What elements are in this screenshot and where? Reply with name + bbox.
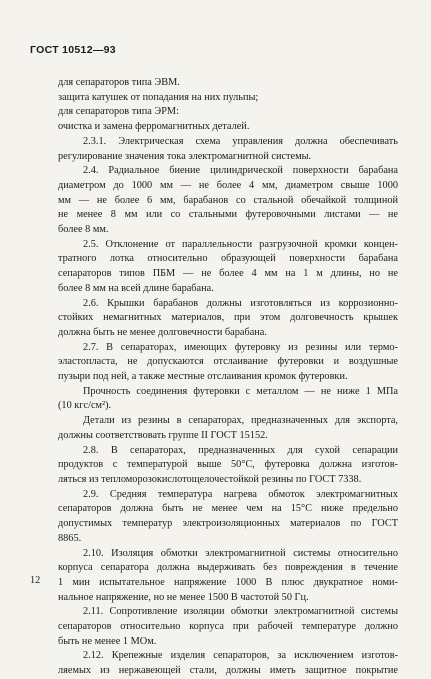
text-line: диаметром до 1000 мм — не более 4 мм, диаметром свыше 1000 bbox=[58, 179, 398, 191]
text-line: Детали из резины в сепараторах, предназначенных для экспорта, bbox=[83, 415, 398, 427]
text-line: 2.8. В сепараторах, предназначенных для сухой сепарации bbox=[83, 444, 398, 456]
text-line: пузыри под ней, а также местные отслаивания кромок футеровки. bbox=[58, 371, 348, 383]
text-line: 8865. bbox=[58, 532, 82, 544]
text-line: 1 мин испытательное напряжение 1000 В плюс двукратное номи- bbox=[58, 576, 398, 588]
text-line: корпуса сепаратора должна выдерживать без повреждения в течение bbox=[58, 562, 398, 574]
text-line: (10 кгс/см²). bbox=[58, 400, 112, 412]
text-line: не менее 8 мм или со стальными футеровочными листами — не bbox=[58, 209, 398, 221]
text-line: тратного лотка относительно образующей поверхности барабана bbox=[58, 253, 398, 265]
text-line: 2.9. Средняя температура нагрева обмоток электромагнитных bbox=[83, 488, 398, 500]
text-line: 2.12. Крепежные изделия сепараторов, за исключением изготов- bbox=[83, 650, 398, 662]
text-line: защита катушек от попадания на них пульпы; bbox=[58, 91, 259, 103]
text-line: сепараторов типов ПБМ — не более 4 мм на 1 м длины, но не bbox=[58, 268, 398, 280]
text-line: для сепараторов типа ЭВМ. bbox=[58, 77, 180, 88]
text-line: эластопласта, не допускаются отслаивание футеровки и воздушные bbox=[58, 356, 398, 368]
text-line: 2.11. Сопротивление изоляции обмотки электромагнитной системы bbox=[83, 606, 398, 618]
document-header: ГОСТ 10512—93 bbox=[30, 44, 116, 56]
text-line: мм — не более 6 мм, барабанов со стальной обечайкой толщиной bbox=[58, 194, 398, 206]
text-line: регулирование значения тока электромагнитной системы. bbox=[58, 150, 312, 162]
document-body bbox=[58, 76, 398, 679]
text-line: более 8 мм на всей длине барабана. bbox=[58, 282, 214, 294]
text-line: 2.4. Радиальное биение цилиндрической поверхности барабана bbox=[83, 165, 398, 177]
text-line: 2.6. Крышки барабанов должны изготовляться из коррозионно- bbox=[83, 297, 398, 309]
text-line: допустимых температур электроизоляционных материалов по ГОСТ bbox=[58, 518, 398, 530]
text-line: должны соответствовать группе II ГОСТ 15152. bbox=[58, 429, 268, 441]
text-line: 2.5. Отклонение от параллельности разгрузочной кромки концен- bbox=[83, 238, 398, 250]
text-line: продуктов с температурой выше 50°С, футеровка должна изготов- bbox=[58, 459, 398, 471]
text-line: должна быть не менее долговечности барабана. bbox=[58, 326, 267, 338]
text-line: 2.3.1. Электрическая схема управления должна обеспечивать bbox=[83, 135, 398, 147]
text-line: 2.7. В сепараторах, имеющих футеровку из резины или термо- bbox=[83, 341, 398, 353]
text-line: сепараторов должна быть не менее чем на 15°С ниже предельно bbox=[58, 503, 398, 515]
text-line: стойких немагнитных материалов, при этом долговечность крышек bbox=[58, 312, 398, 324]
page-number: 12 bbox=[30, 575, 41, 586]
text-line: более 8 мм. bbox=[58, 224, 109, 236]
text-line: ляться из тепломорозокислотощелочестойкой резины по ГОСТ 7338. bbox=[58, 473, 362, 485]
text-line: ляемых из нержавеющей стали, должны иметь защитное покрытие bbox=[58, 665, 398, 677]
text-line: быть не менее 1 МОм. bbox=[58, 635, 157, 647]
text-line: сепараторов относительно корпуса при рабочей температуре должно bbox=[58, 621, 398, 633]
text-line: Прочность соединения футеровки с металлом — не ниже 1 МПа bbox=[83, 385, 398, 397]
text-line: 2.10. Изоляция обмотки электромагнитной системы относительно bbox=[83, 547, 398, 559]
text-line: нальное напряжение, но не менее 1500 В частотой 50 Гц. bbox=[58, 591, 309, 603]
text-line: очистка и замена ферромагнитных деталей. bbox=[58, 121, 250, 133]
text-line: для сепараторов типа ЭРМ: bbox=[58, 106, 179, 118]
